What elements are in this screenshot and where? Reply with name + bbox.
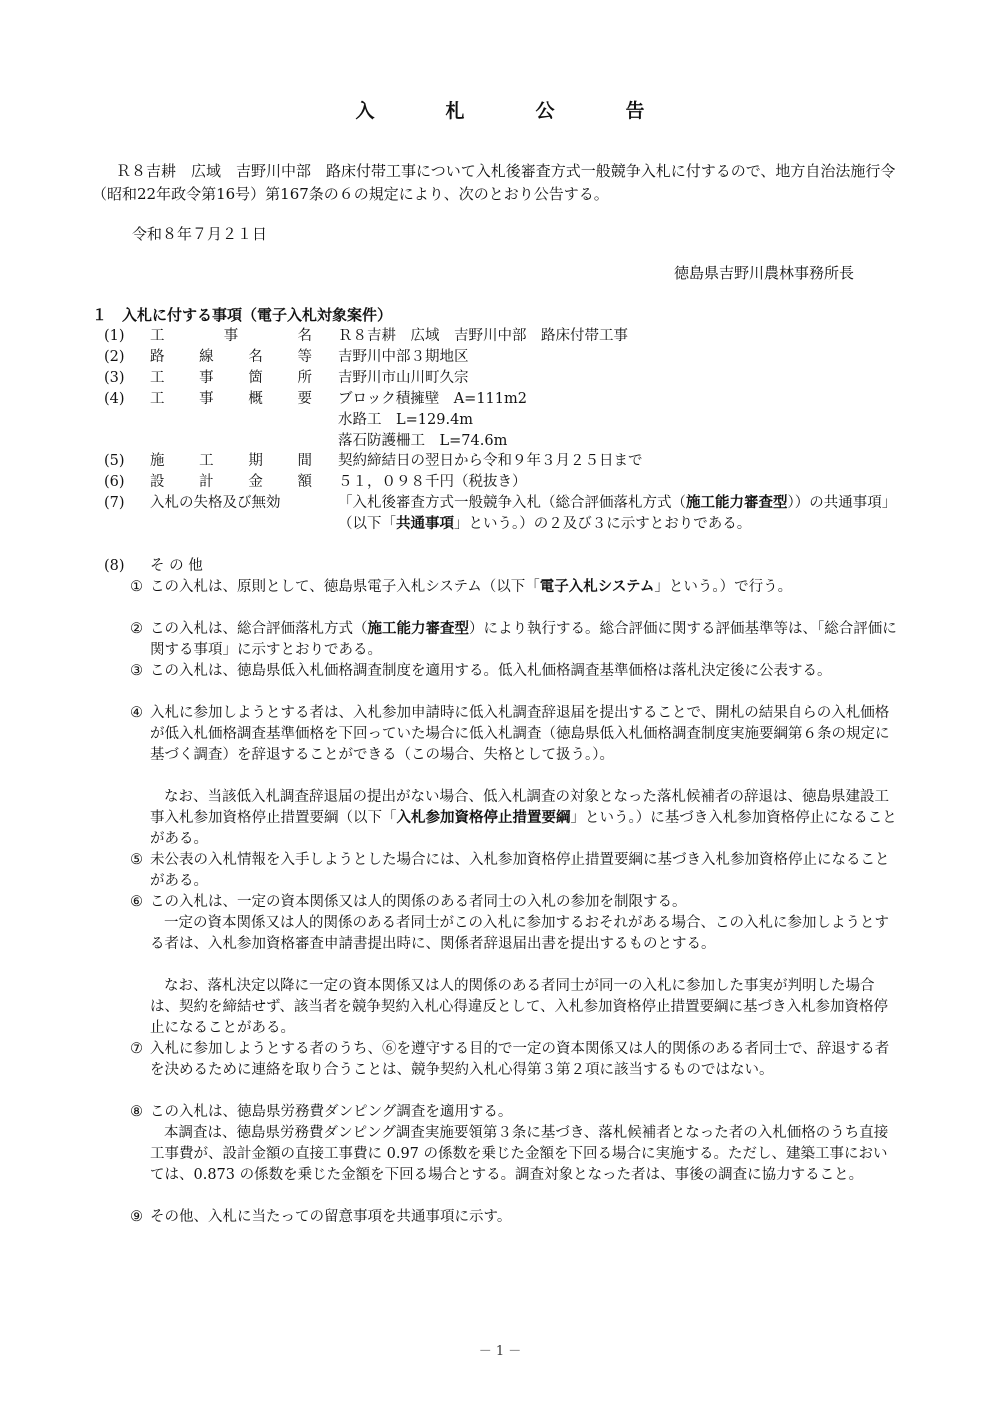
list-item-7 — [130, 1039, 898, 1081]
row-number: (6) — [104, 474, 125, 490]
label-char: 名 — [248, 349, 263, 365]
item-8-paragraph-1: 本調査は、徳島県労務費ダンピング調査実施要領第３条に基づき、落札候補者となった者の入札価格のうち直接工事費が、設計金額の直接工事費に 0.97 の係数を乗じた金額を下回る場合に実施する。ただし、建築工事においては、0.873 の係数を乗じた金額を下回る場合とする。調査対象となった者は、事後の調査に協力すること。 — [150, 1125, 889, 1183]
row-label — [150, 326, 312, 347]
row-number: (3) — [104, 370, 125, 386]
label-char: 金 — [248, 474, 263, 490]
row-value: 吉野川市山川町久宗 — [338, 370, 469, 386]
item-text: この入札は、徳島県低入札価格調査制度を適用する。低入札価格調査基準価格は落札決定後に公表する。 — [150, 663, 832, 679]
notice-date: 令和８年７月２１日 — [132, 225, 268, 243]
label-char: 線 — [199, 349, 214, 365]
list-item-1 — [130, 577, 898, 598]
list-item-2 — [130, 619, 898, 661]
value-text: 「入札後審査方式一般競争入札（総合評価落札方式（ — [338, 495, 686, 511]
outline-line: ブロック積擁壁 A=111m2 — [338, 391, 527, 407]
item-text: 入札に参加しようとする者は、入札参加申請時に低入札調査辞退届を提出することで、開札の結果自らの入札価格が低入札価格調査基準価格を下回っていた場合に低入札調査（徳島県低入札価格調査制度実施要綱第６条の規定に基づく調査）を辞退することができる（この場合、失格として扱う。）。 — [150, 705, 890, 763]
label-char: 工 — [150, 391, 165, 407]
page-number: － 1 － — [478, 1344, 522, 1359]
value-text: ））の共通事項」（以下「 — [338, 495, 897, 532]
paragraph-text-part: 」という。）に基づき入札参加資格停止になることがある。 — [150, 810, 897, 847]
item-marker: ⑥ — [130, 894, 143, 910]
row-label: そ の 他 — [150, 558, 203, 574]
item-marker: ① — [130, 579, 143, 595]
row-value: ５１，０９８千円（税抜き） — [338, 474, 527, 490]
row-label — [150, 347, 312, 368]
list-item-6 — [130, 892, 898, 913]
outline-line: 落石防護柵工 L=74.6m — [338, 433, 508, 449]
label-char: 事 — [199, 391, 214, 407]
item-emphasis: 施工能力審査型 — [367, 621, 469, 637]
item-text-part: この入札は、原則として、徳島県電子入札システム（以下「 — [150, 579, 540, 595]
item-text — [130, 577, 898, 598]
row-label — [150, 472, 312, 493]
row-label: 入札の失格及び無効 — [150, 495, 281, 511]
row-value — [338, 389, 898, 452]
item-text: この入札は、徳島県労務費ダンピング調査を適用する。 — [150, 1104, 513, 1120]
label-char: 箇 — [248, 370, 263, 386]
row-label — [150, 389, 312, 410]
label-char: 路 — [150, 349, 165, 365]
label-char: 工 — [150, 370, 165, 386]
label-char: 事 — [199, 370, 214, 386]
value-emphasis: 施工能力審査型 — [686, 495, 788, 511]
item-text: この入札は、一定の資本関係又は人的関係のある者同士の入札の参加を制限する。 — [150, 894, 687, 910]
label-char: 設 — [150, 474, 165, 490]
row-label — [150, 451, 312, 472]
paragraph-emphasis: 入札参加資格停止措置要綱 — [396, 810, 571, 826]
label-char: 工 — [199, 453, 214, 469]
page-title: 入 札 公 告 — [355, 100, 671, 122]
label-char: 概 — [248, 391, 263, 407]
row-number: (8) — [104, 558, 125, 574]
list-item-8 — [130, 1102, 898, 1123]
item-4-paragraph — [150, 787, 898, 850]
label-char: 間 — [297, 453, 312, 469]
item-text: その他、入札に当たっての留意事項を共通事項に示す。 — [150, 1209, 512, 1225]
item-text: 入札に参加しようとする者のうち、⑥を遵守する目的で一定の資本関係又は人的関係のある者同士で、辞退する者を決めるために連絡を取り合うことは、競争契約入札心得第３第２項に該当するものではない。 — [150, 1041, 890, 1078]
label-char: 額 — [297, 474, 312, 490]
intro-text: Ｒ８吉耕 広域 吉野川中部 路床付帯工事について入札後審査方式一般競争入札に付するので、地方自治法施行令（昭和22年政令第16号）第167条の６の規定により、次のとおり公告する。 — [92, 162, 896, 203]
label-char: 期 — [248, 453, 263, 469]
label-char: 施 — [150, 453, 165, 469]
item-marker: ⑧ — [130, 1104, 143, 1120]
item-text-part: 」という。）で行う。 — [654, 579, 793, 595]
row-number: (7) — [104, 495, 125, 511]
issuer-name: 徳島県吉野川農林事務所長 — [673, 264, 854, 282]
item-6-paragraph-1: 一定の資本関係又は人的関係のある者同士がこの入札に参加するおそれがある場合、この入札に参加しようとする者は、入札参加資格審査申請書提出時に、関係者辞退届出書を提出するものとする。 — [150, 915, 889, 952]
label-char: 要 — [297, 391, 312, 407]
label-char: 計 — [199, 474, 214, 490]
list-item-9 — [130, 1207, 898, 1228]
row-number: (1) — [104, 328, 125, 344]
section-1-heading: １ 入札に付する事項（電子入札対象案件） — [92, 306, 393, 324]
item-marker: ⑤ — [130, 852, 143, 868]
label-char: 名 — [297, 328, 312, 344]
value-emphasis: 共通事項 — [396, 516, 454, 532]
item-text-part: ）により執行する。総合評価に関する評価基準等は、「総合評価に関する事項」に示すとおりである。 — [150, 621, 897, 658]
row-label — [150, 368, 312, 389]
intro-paragraph — [92, 160, 912, 206]
item-marker: ⑦ — [130, 1041, 143, 1057]
value-text: 」という。）の２及び３に示すとおりである。 — [454, 516, 752, 532]
paragraph-text-part: なお、当該低入札調査辞退届の提出がない場合、低入札調査の対象となった落札候補者の辞退は、徳島県建設工事入札参加資格停止措置要綱（以下「 — [150, 789, 889, 826]
row-value: 契約締結日の翌日から令和９年３月２５日まで — [338, 453, 643, 469]
label-char: 工 — [150, 328, 165, 344]
label-char: 所 — [297, 370, 312, 386]
item-marker: ② — [130, 621, 143, 637]
outline-line: 水路工 L=129.4m — [338, 412, 474, 428]
list-item-3 — [130, 661, 898, 682]
label-char: 事 — [223, 328, 239, 344]
row-value: Ｒ８吉耕 広域 吉野川中部 路床付帯工事 — [338, 328, 628, 344]
list-item-4 — [130, 703, 898, 766]
item-marker: ⑨ — [130, 1209, 143, 1225]
row-number: (4) — [104, 391, 125, 407]
item-6-paragraph-2: なお、落札決定以降に一定の資本関係又は人的関係のある者同士が同一の入札に参加した事実が判明した場合は、契約を締結せず、該当者を競争契約入札心得違反として、入札参加資格停止措置要綱に基づき入札参加資格停止になることがある。 — [150, 978, 889, 1036]
item-text-part: この入札は、総合評価落札方式（ — [150, 621, 368, 637]
item-text — [130, 619, 898, 661]
item-marker: ③ — [130, 663, 143, 679]
row-number: (2) — [104, 349, 125, 365]
list-item-5 — [130, 850, 898, 892]
item-emphasis: 電子入札システム — [539, 579, 655, 595]
row-value: 吉野川中部３期地区 — [338, 349, 469, 365]
row-number: (5) — [104, 453, 125, 469]
label-char: 等 — [297, 349, 312, 365]
row-value — [338, 493, 898, 535]
item-marker: ④ — [130, 705, 143, 721]
item-text: 未公表の入札情報を入手しようとした場合には、入札参加資格停止措置要綱に基づき入札参加資格停止になることがある。 — [150, 852, 890, 889]
